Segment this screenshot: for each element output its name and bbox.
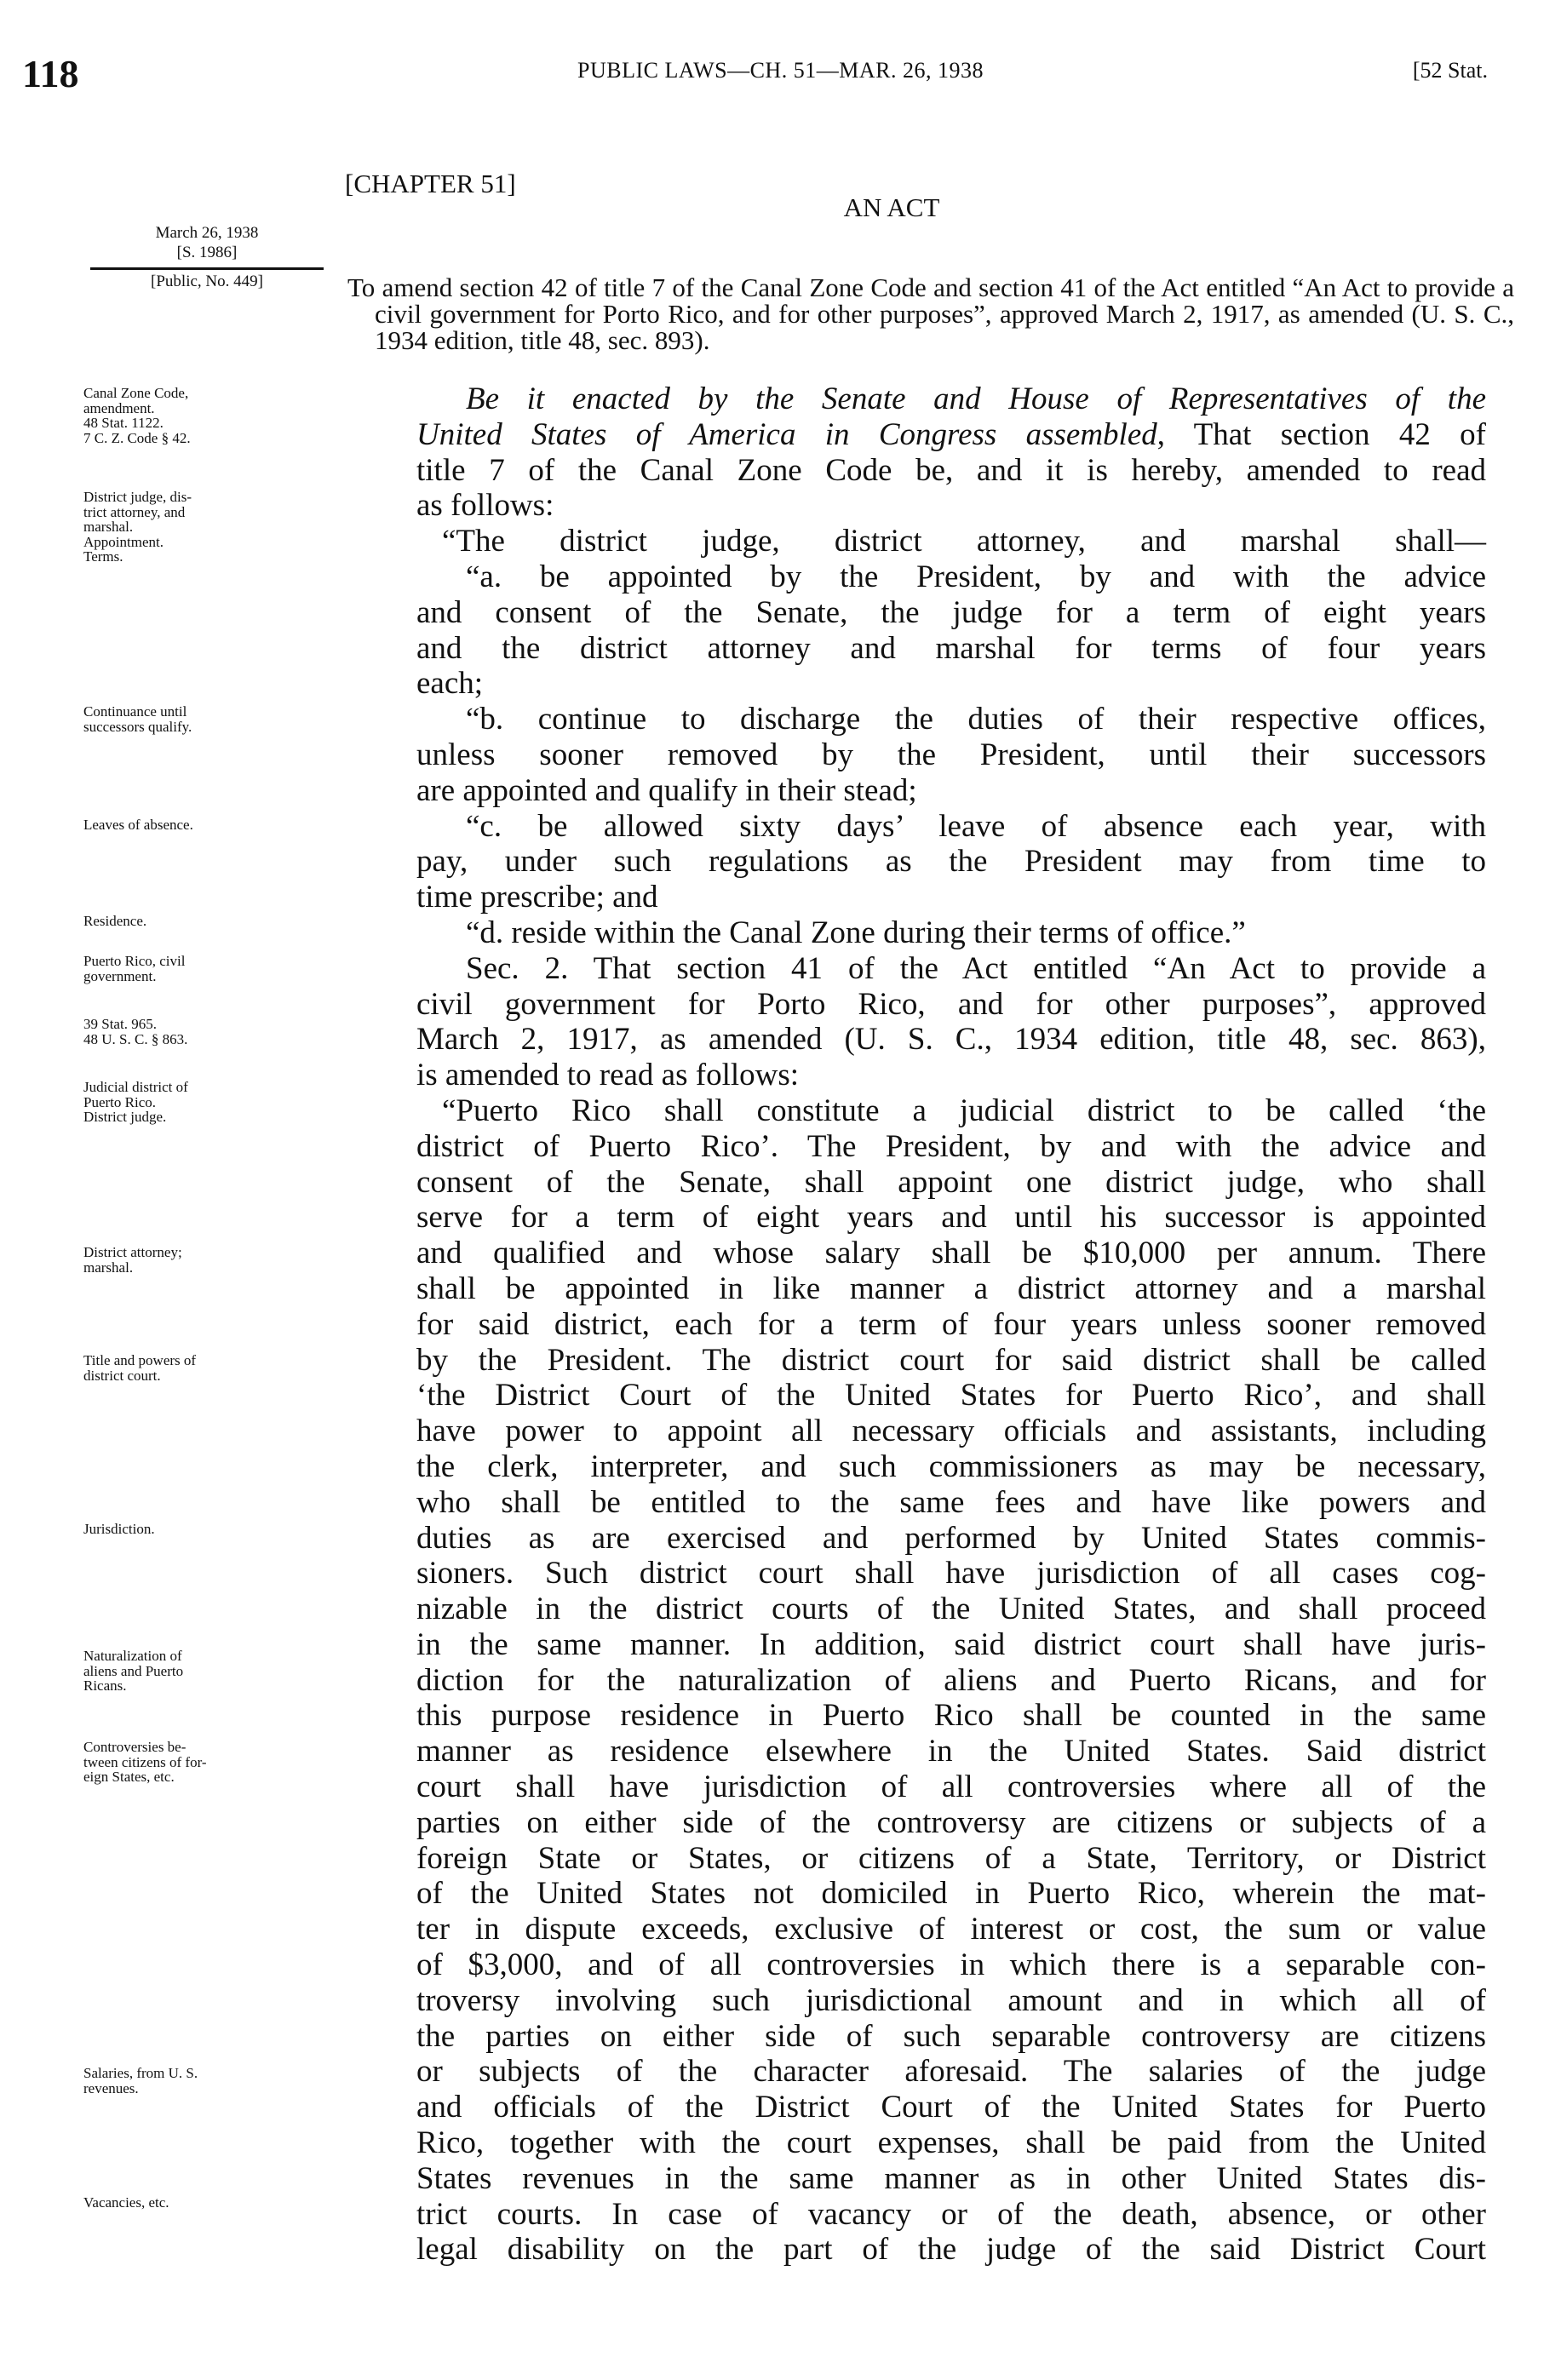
text-line: diction for the naturalization of aliens and Puerto Ricans, and for bbox=[416, 1662, 1486, 1698]
text-line: of the United States not domiciled in Puerto Rico, wherein the mat- bbox=[416, 1876, 1486, 1912]
roman-text: , That section 42 of bbox=[1156, 416, 1486, 452]
text-line: in the same manner. In addition, said district court shall have juris- bbox=[416, 1626, 1486, 1662]
margin-note: Leaves of absence. bbox=[83, 817, 193, 833]
text-line: who shall be entitled to the same fees and have like powers and bbox=[416, 1484, 1486, 1520]
margin-note: Vacancies, etc. bbox=[83, 2194, 169, 2211]
text-line: “Puerto Rico shall constitute a judicial district to be called ‘the bbox=[442, 1093, 1486, 1128]
act-title: To amend section 42 of title 7 of the Canal Zone Code and section 41 of the Act entitled “An Act to provide a civil government for Porto Rico, and for other purposes”, approved March 2, 1917, as amended (U. S. C., 1934 edition, title 48, sec. 893). bbox=[347, 272, 1514, 355]
text-line: shall be appointed in like manner a district attorney and a marshal bbox=[416, 1270, 1486, 1306]
enactment-date: March 26, 1938 bbox=[155, 224, 259, 242]
text-line: Be it enacted by the Senate and House of Representatives of the bbox=[466, 381, 1486, 416]
text-line: parties on either side of the controversy are citizens or subjects of a bbox=[416, 1804, 1486, 1840]
date-sidenote bbox=[83, 223, 330, 291]
text-line: for said district, each for a term of four years unless sooner removed bbox=[416, 1306, 1486, 1342]
an-act-heading: AN ACT bbox=[843, 192, 940, 222]
statute-reference: [52 Stat. bbox=[1412, 58, 1488, 83]
text-line: and officials of the District Court of the United States for Puerto bbox=[416, 2090, 1486, 2125]
margin-note: Judicial district of Puerto Rico. District judge. bbox=[83, 1079, 188, 1125]
text-line: consent of the Senate, shall appoint one district judge, who shall bbox=[416, 1164, 1486, 1200]
text-line: “a. be appointed by the President, by and with the advice bbox=[466, 559, 1486, 594]
text-line: civil government for Porto Rico, and for other purposes”, approved bbox=[416, 986, 1486, 1022]
margin-note: Salaries, from U. S. revenues. bbox=[83, 2065, 198, 2096]
margin-note: 39 Stat. 965. 48 U. S. C. § 863. bbox=[83, 1016, 188, 1047]
text-line: duties as are exercised and performed by United States commis- bbox=[416, 1520, 1486, 1556]
text-line: legal disability on the part of the judge of the said District Court bbox=[416, 2232, 1486, 2268]
text-line: this purpose residence in Puerto Rico shall be counted in the same bbox=[416, 1698, 1486, 1734]
text-line: unless sooner removed by the President, until their successors bbox=[416, 737, 1486, 772]
text-line: or subjects of the character aforesaid. The salaries of the judge bbox=[416, 2054, 1486, 2090]
text-line: States revenues in the same manner as in other United States dis- bbox=[416, 2160, 1486, 2196]
text-line: ‘the District Court of the United States for Puerto Rico’, and shall bbox=[416, 1378, 1486, 1414]
margin-note: Residence. bbox=[83, 913, 147, 929]
text-line: and the district attorney and marshal for terms of four years bbox=[416, 630, 1486, 666]
text-line: district of Puerto Rico’. The President, by and with the advice and bbox=[416, 1128, 1486, 1164]
text-line: the clerk, interpreter, and such commissioners as may be necessary, bbox=[416, 1448, 1486, 1484]
margin-note: District judge, dis- trict attorney, and marshal. Appointment. Terms. bbox=[83, 489, 192, 565]
text-line: by the President. The district court for said district shall be called bbox=[416, 1342, 1486, 1378]
margin-note: Controversies be- tween citizens of for- eign States, etc. bbox=[83, 1739, 207, 1785]
margin-note: Puerto Rico, civil government. bbox=[83, 953, 186, 984]
text-line: Rico, together with the court expenses, shall be paid from the United bbox=[416, 2125, 1486, 2161]
text-line: are appointed and qualify in their stead; bbox=[416, 772, 917, 808]
text-line: title 7 of the Canal Zone Code be, and it is hereby, amended to read bbox=[416, 452, 1486, 488]
margin-note: Continuance until successors qualify. bbox=[83, 703, 192, 735]
text-line: “b. continue to discharge the duties of their respective offices, bbox=[466, 702, 1486, 737]
italic-text: United States of America in Congress assembled bbox=[416, 416, 1157, 452]
page-number: 118 bbox=[22, 52, 79, 95]
running-head: PUBLIC LAWS—CH. 51—MAR. 26, 1938 bbox=[577, 58, 984, 83]
public-law-number: [Public, No. 449] bbox=[151, 272, 263, 290]
text-line: foreign State or States, or citizens of a State, Territory, or District bbox=[416, 1840, 1486, 1876]
text-line: “d. reside within the Canal Zone during their terms of office.” bbox=[466, 915, 1246, 950]
text-line: ter in dispute exceeds, exclusive of interest or cost, the sum or value bbox=[416, 1912, 1486, 1947]
divider bbox=[90, 267, 324, 270]
text-line: time prescribe; and bbox=[416, 880, 658, 915]
text-line: trict courts. In case of vacancy or of the death, absence, or other bbox=[416, 2196, 1486, 2232]
margin-note: District attorney; marshal. bbox=[83, 1244, 182, 1276]
text-line: Sec. 2. That section 41 of the Act entitled “An Act to provide a bbox=[466, 950, 1486, 986]
act-body bbox=[416, 381, 1486, 2268]
text-line: serve for a term of eight years and until his successor is appointed bbox=[416, 1200, 1486, 1236]
text-line: of $3,000, and of all controversies in which there is a separable con- bbox=[416, 1947, 1486, 1983]
text-line: manner as residence elsewhere in the United States. Said district bbox=[416, 1734, 1486, 1769]
text-line: court shall have jurisdiction of all controversies where all of the bbox=[416, 1769, 1486, 1805]
text-line: March 2, 1917, as amended (U. S. C., 1934 edition, title 48, sec. 863), bbox=[416, 1022, 1486, 1058]
chapter-heading: [CHAPTER 51] bbox=[345, 169, 516, 198]
text-line: troversy involving such jurisdictional amount and in which all of bbox=[416, 1982, 1486, 2018]
text-line bbox=[416, 417, 1486, 453]
margin-note: Naturalization of aliens and Puerto Ricans. bbox=[83, 1648, 184, 1694]
text-line: pay, under such regulations as the President may from time to bbox=[416, 844, 1486, 880]
text-line: “The district judge, district attorney, and marshal shall— bbox=[442, 524, 1486, 559]
margin-note: Title and powers of district court. bbox=[83, 1352, 197, 1384]
text-line: “c. be allowed sixty days’ leave of absence each year, with bbox=[466, 808, 1486, 844]
text-line: the parties on either side of such separable controversy are citizens bbox=[416, 2018, 1486, 2054]
text-line: have power to appoint all necessary officials and assistants, including bbox=[416, 1414, 1486, 1449]
text-line: is amended to read as follows: bbox=[416, 1058, 800, 1093]
margin-note: Canal Zone Code, amendment. 48 Stat. 1122. 7 C. Z. Code § 42. bbox=[83, 385, 191, 446]
text-line: sioners. Such district court shall have jurisdiction of all cases cog- bbox=[416, 1556, 1486, 1591]
text-line: nizable in the district courts of the United States, and shall proceed bbox=[416, 1591, 1486, 1627]
text-line: and qualified and whose salary shall be $10,000 per annum. There bbox=[416, 1236, 1486, 1271]
margin-note: Jurisdiction. bbox=[83, 1521, 155, 1537]
bill-number: [S. 1986] bbox=[176, 244, 238, 261]
text-line: and consent of the Senate, the judge for a term of eight years bbox=[416, 594, 1486, 630]
text-line: each; bbox=[416, 666, 484, 702]
text-line: as follows: bbox=[416, 488, 554, 524]
